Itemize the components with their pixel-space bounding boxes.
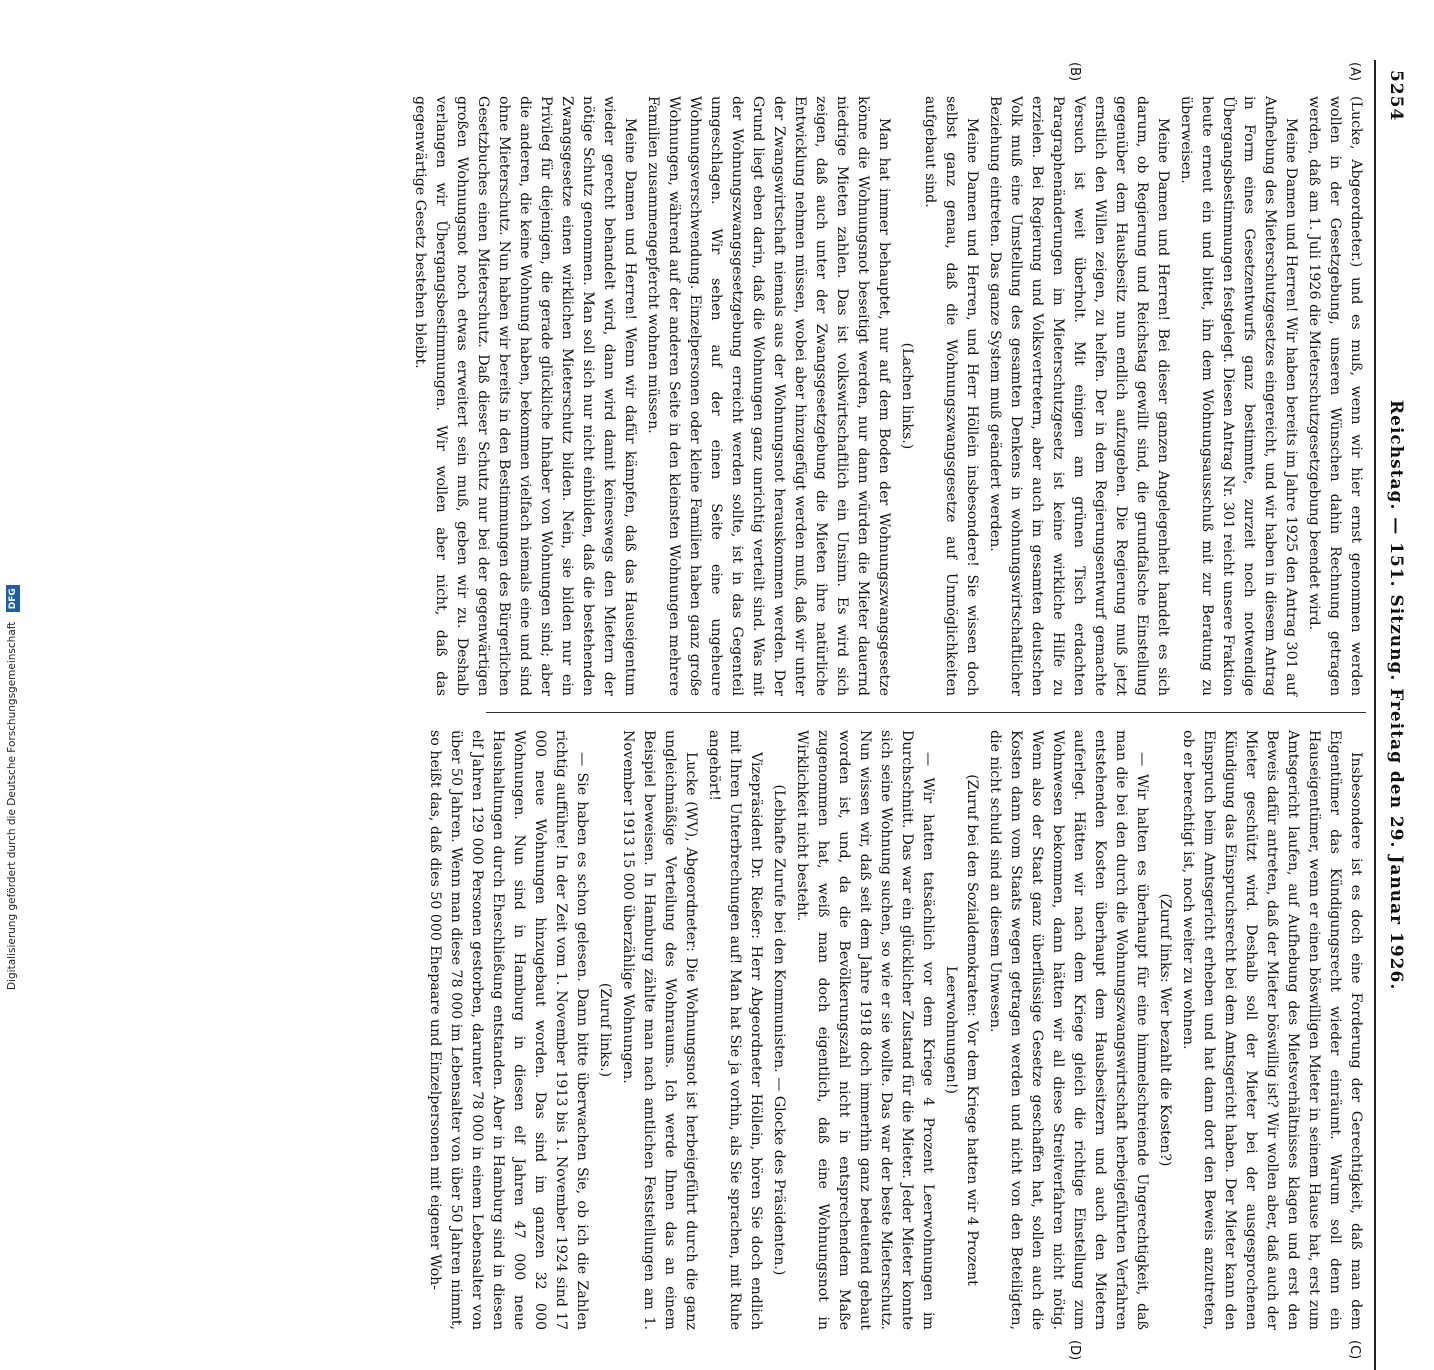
paragraph: Lucke (WV), Abgeordneter: Die Wohnungsnot ist herbeigeführt durch die ganz ungleichmäßige Verteilung des Wohnraums. Ich werde Ihnen das an einem Beispiel beweisen. In Hamburg zählte man nach amtlichen Feststellungen am 1. November 1913 15 000 überzählige Wohnungen. [620,730,699,1330]
paragraph: — Sie haben es schon gelesen. Dann bitte überwachen Sie, ob ich die Zahlen richtig aufführe! In der Zeit vom 1. November 1913 bis 1. November 1924 sind 17 000 neue Wohnungen hinzugebaut worden. Das sind im ganzen 32 000 Wohnungen. Nun sind in Hamburg in diesen elf Jahren 47 000 neue Haushaltungen durch Eheschließung entstanden. Aber in Hamburg sind in diesen elf Jahren 129 000 Personen gestorben, darunter 78 000 in einem Lebensalter von über 50 Jahren. Wenn man diese 78 000 im Lebensalter von über 50 Jahren nimmt, so heißt das, daß dies 50 000 Ehepaare und Einzelpersonen mit eigener Woh- [427,730,590,1330]
column-divider [486,712,1366,713]
interjection: (Zuruf links: Wer bezahlt die Kosten?) [1157,893,1173,1167]
paragraph: Meine Damen und Herren! Wenn wir dafür kämpfen, daß das Hauseigentum wieder gerecht behandelt wird, dann wird damit keineswegs den Mietern der nötige Schutz genommen. Man soll sich nur nicht einbilden, daß die bestehenden Zwangsgesetze einen wirklichen Mieterschutz bilden. Nein, sie bilden nur ein Privileg für diejenigen, die gerade glückliche Inhaber von Wohnungen sind; aber die anderen, die keine Wohnung haben, bekommen vielfach niemals eine und sind ohne Mieterschutz. Nun haben wir bereits in den Bestimmungen des Bürgerlichen Gesetzbuches einen Mieterschutz. Daß dieser Schutz nur bei der gegenwärtigen großen Wohnungsnot noch etwas erweitert sein muß, geben wir zu. Deshalb verlangen wir Übergangsbestimmungen. Wir wollen aber nicht, daß das gegenwärtige Gesetz bestehen bleibt. [412,96,638,696]
paragraph: — Wir hatten tatsächlich vor dem Kriege 4 Prozent Leerwohnungen im Durchschnitt. Das war ein glücklicher Zustand für die Mieter. Jeder Mieter konnte sich seine Wohnung suchen, so wie er sie wollte. Das war der beste Mieterschutz. Nun wissen wir, daß seit dem Jahre 1918 doch immerhin ganz bedeutend gebaut worden ist, und, da die Bevölkerungszahl nicht in entsprechendem Maße zugenommen hat, weiß man doch eigentlich, daß eine Wohnungsnot in Wirklichkeit nicht besteht. [794,730,936,1330]
paragraph: Insbesondere ist es doch eine Forderung der Gerechtigkeit, daß man dem Eigentümer das Kündigungsrecht wieder einräumt. Warum soll denn ein Hauseigentümer, wenn er einen böswilligen Mieter in seinem Hause hat, erst zum Amtsgericht laufen, auf Aufhebung des Mietsverhältnisses klagen und erst den Beweis dafür antreten, daß der Mieter böswillig ist? Wir wollen aber, daß auch der Mieter geschützt wird. Deshalb soll der Mieter bei der ausgesprochenen Kündigung das Einspruchsrecht bei dem Amtsgericht haben. Der Mieter kann den Einspruch beim Amtsgericht erheben und hat dann dort den Beweis anzutreten, ob er berechtigt ist, noch weiter zu wohnen. [1180,730,1364,1330]
paragraph: — Wir halten es überhaupt für eine himmelschreiende Ungerechtigkeit, daß man die bei den durch die Wohnungszwangswirtschaft herbeigeführten Verfahren entstehenden Kosten überhaupt dem Hausbesitzern und auch den Mietern auferlegt. Hätten wir nach dem Kriege gleich die richtige Einstellung zum Wohnwesen bekommen, dann hätten wir all diese Streitverfahren nicht nötig. Wenn also der Staat ganz überflüssige Gesetze geschaffen hat, sollen auch die Kosten dann vom Staats wegen getragen werden und nicht von den Beteiligten, die nicht schuld sind an diesem Unwesen. [987,730,1150,1330]
interjection: (Lebhafte Zurufe bei den Kommunisten. — Glocke des Präsidenten.) [771,784,787,1276]
header-rule [1374,60,1376,1370]
footer-text: Digitalisierung gefördert durch die Deutsche Forschungsgemeinschaft [6,621,18,990]
paragraph: Meine Damen und Herren, und Herr Höllein insbesondere! Sie wissen doch selbst ganz genau, daß die Wohnungszwangsgesetze auf Unmöglichkeiten aufgebaut sind. [922,96,980,696]
page-number: 5254 [1386,70,1406,122]
interjection: (Lachen links.) [899,342,915,450]
left-column [412,96,1366,696]
dfg-logo: DFG [6,585,20,612]
margin-marker-a: (A) [1347,62,1362,82]
margin-marker-b: (B) [1067,62,1082,82]
paragraph: Vizepräsident Dr. Rießer: Herr Abgeordneter Höllein, hören Sie doch endlich mit Ihren Unterbrechungen auf! Man hat Sie ja vorhin, als Sie sprachen, mit Ruhe angehört! [706,730,764,1330]
interjection: (Zuruf bei den Sozialdemokraten: Vor dem Kriege hatten wir 4 Prozent Leerwohnungen!) [943,774,980,1286]
right-column [427,730,1366,1330]
margin-marker-d: (D) [1067,1340,1082,1361]
margin-marker-c: (C) [1347,1340,1362,1360]
page-title: Reichstag. — 151. Sitzung. Freitag den 29. Januar 1926. [1386,400,1406,991]
paragraph: Meine Damen und Herren! Bei dieser ganzen Angelegenheit handelt es sich darum, ob Regierung und Reichstag gewillt sind, die grundfalsche Einstellung gegenüber dem Hausbesitz nun endlich aufzugeben. Die Regierung muß jetzt ernstlich den Willen zeigen, zu helfen. Der in dem Regierungsentwurf gemachte Versuch ist weit überholt. Mit einigen am grünen Tisch erdachten Paragraphenänderungen im Mieterschutzgesetz ist keine wirkliche Hilfe zu erzielen. Bei Regierung und Volksvertretern, aber auch im gesamten deutschen Volk muß eine Umstellung des gesamten Denkens in wohnungswirtschaftlicher Beziehung eintreten. Das ganze System muß geändert werden. [987,96,1171,696]
scanned-page [14,40,1414,1361]
running-header [1378,70,1406,1370]
digitization-footer [2,0,22,996]
paragraph: (Lucke, Abgeordneter.) und es muß, wenn wir hier ernst genommen werden wollen in der Gesetzgebung, unseren Wünschen dahin Rechnung getragen werden, daß am 1. Juli 1926 die Mieterschutzgesetzgebung beendet wird. [1306,96,1364,696]
paragraph: Meine Damen und Herren! Wir haben bereits im Jahre 1925 den Antrag 301 auf Aufhebung des Mieterschutzgesetzes eingereicht, und wir haben in diesem Antrag in Form eines Gesetzentwurfs ganz bestimmte, zurzeit noch notwendige Übergangsbestimmungen festgelegt. Diesen Antrag Nr. 301 reicht unsere Fraktion heute erneut ein und bittet, ihn dem Wohnungsausschuß mit zur Beratung zu überweisen. [1178,96,1299,696]
paragraph: Man hat immer behauptet, nur auf dem Boden der Wohnungszwangsgesetze könne die Wohnungsnot beseitigt werden, nur dann würden die Mieter dauernd niedrige Mieten zahlen. Das ist volkswirtschaftlich ein Unsinn. Es wird sich zeigen, daß auch unter der Zwangsgesetzgebung die Mieten ihre natürliche Entwicklung nehmen müssen, wobei aber hinzugefügt werden muß, daß wir unter der Zwangswirtschaft niemals aus der Wohnungsnot herauskommen werden. Der Grund liegt eben darin, daß die Wohnungen ganz unrichtig verteilt sind. Was mit der Wohnungszwangsgesetzgebung erreicht werden sollte, ist in das Gegenteil umgeschlagen. Wir sehen auf der einen Seite eine ungeheure Wohnungsverschwendung. Einzelpersonen oder kleine Familien haben ganz große Wohnungen, während auf der anderen Seite in den kleinsten Wohnungen mehrere Familien zusammengepfercht wohnen müssen. [645,96,892,696]
interjection: (Zuruf links.) [597,982,613,1078]
